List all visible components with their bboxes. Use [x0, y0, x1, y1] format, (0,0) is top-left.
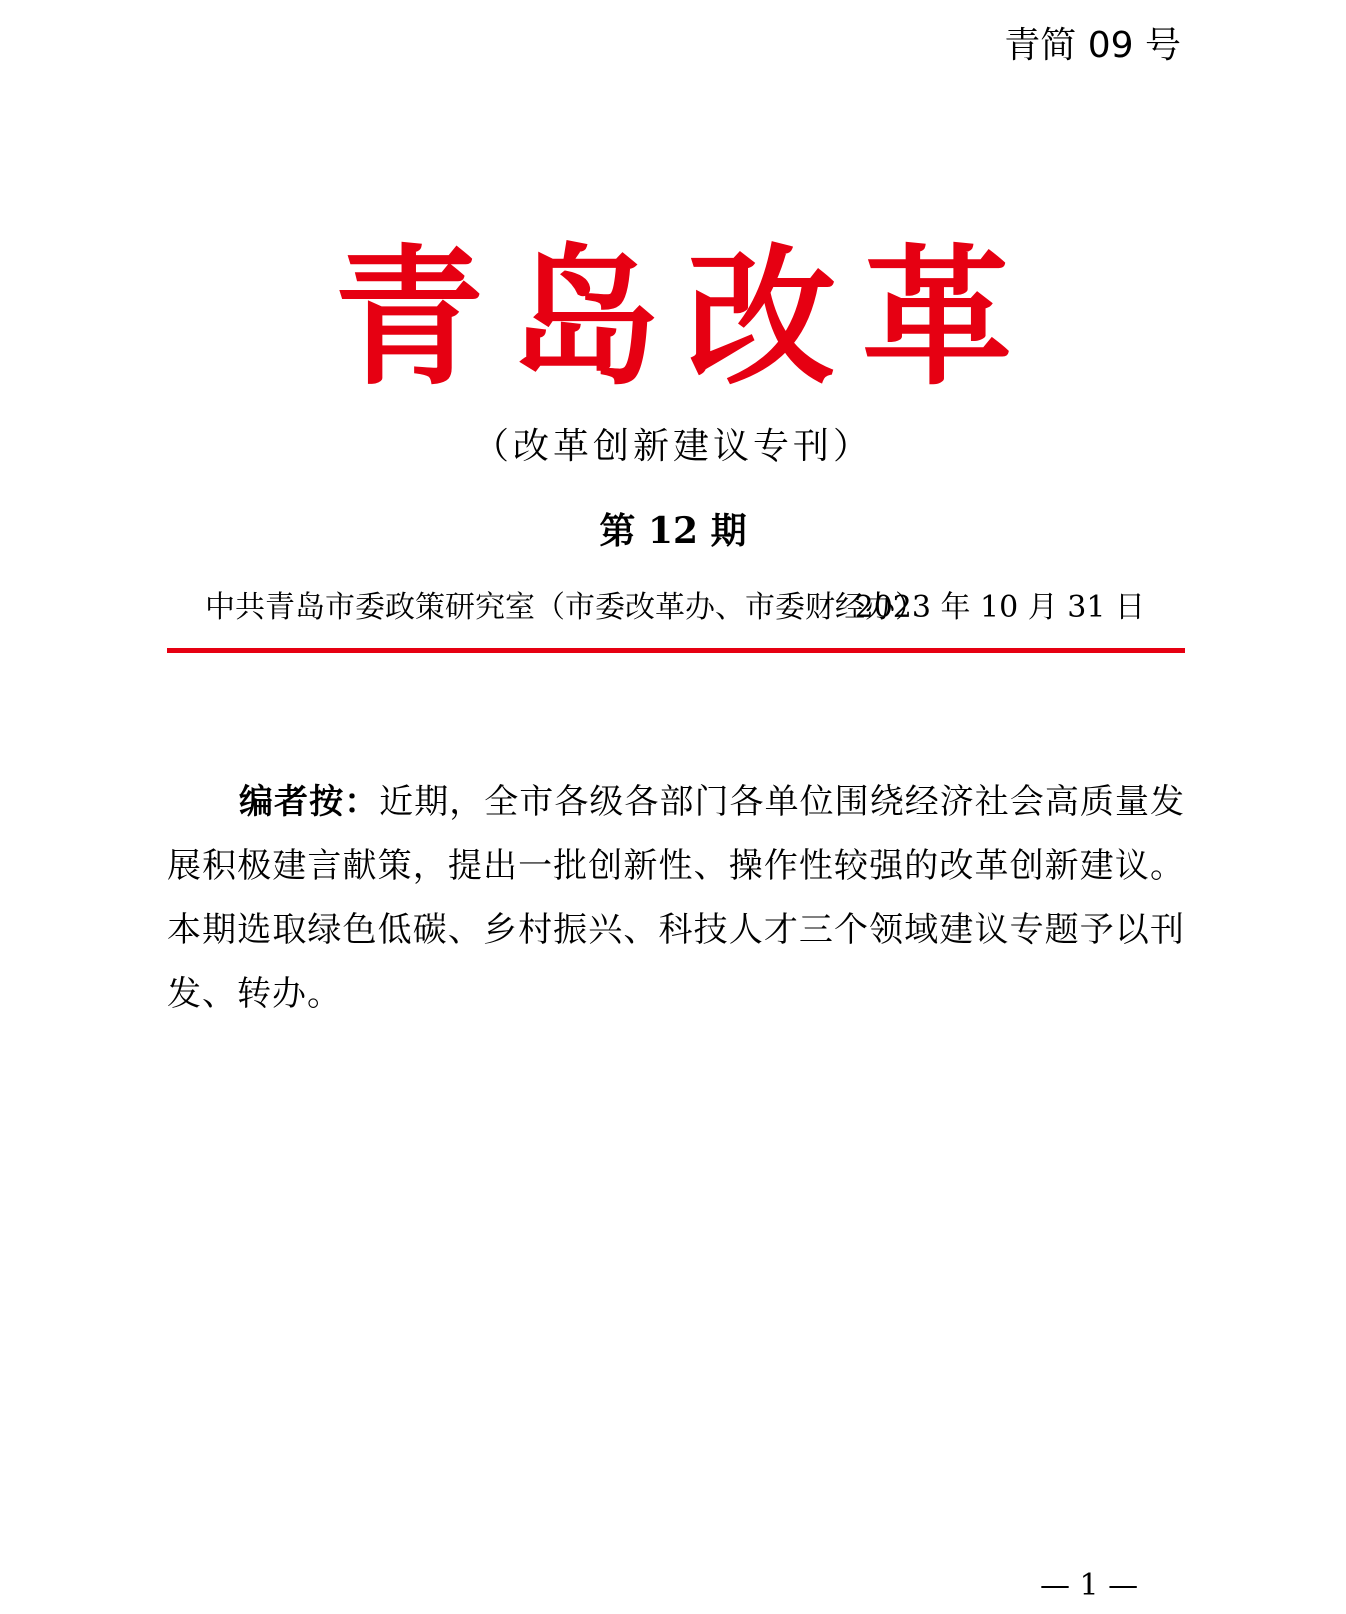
publication-date: 2023 年 10 月 31 日 — [854, 590, 1145, 625]
issuing-office: 中共青岛市委政策研究室（市委改革办、市委财经办） — [205, 590, 925, 625]
editor-note-text: 近期，全市各级各部门各单位围绕经济社会高质量发展积极建言献策，提出一批创新性、操作性较强的改革创新建议。本期选取绿色低碳、乡村振兴、科技人才三个领域建议专题予以刊发、转办。 — [167, 782, 1186, 1014]
document-number: 青简 09 号 — [1004, 25, 1181, 66]
editor-note-label: 编者按： — [239, 782, 380, 822]
page-number: — 1 — — [1040, 1568, 1139, 1603]
issuer-date-line — [205, 582, 1145, 634]
issue-number: 第 12 期 — [599, 510, 747, 552]
special-issue-subtitle: （改革创新建议专刊） — [472, 426, 873, 467]
masthead-title: 青岛改革 — [333, 230, 1038, 406]
editor-note-paragraph — [167, 770, 1185, 1026]
red-divider-rule — [167, 648, 1185, 653]
